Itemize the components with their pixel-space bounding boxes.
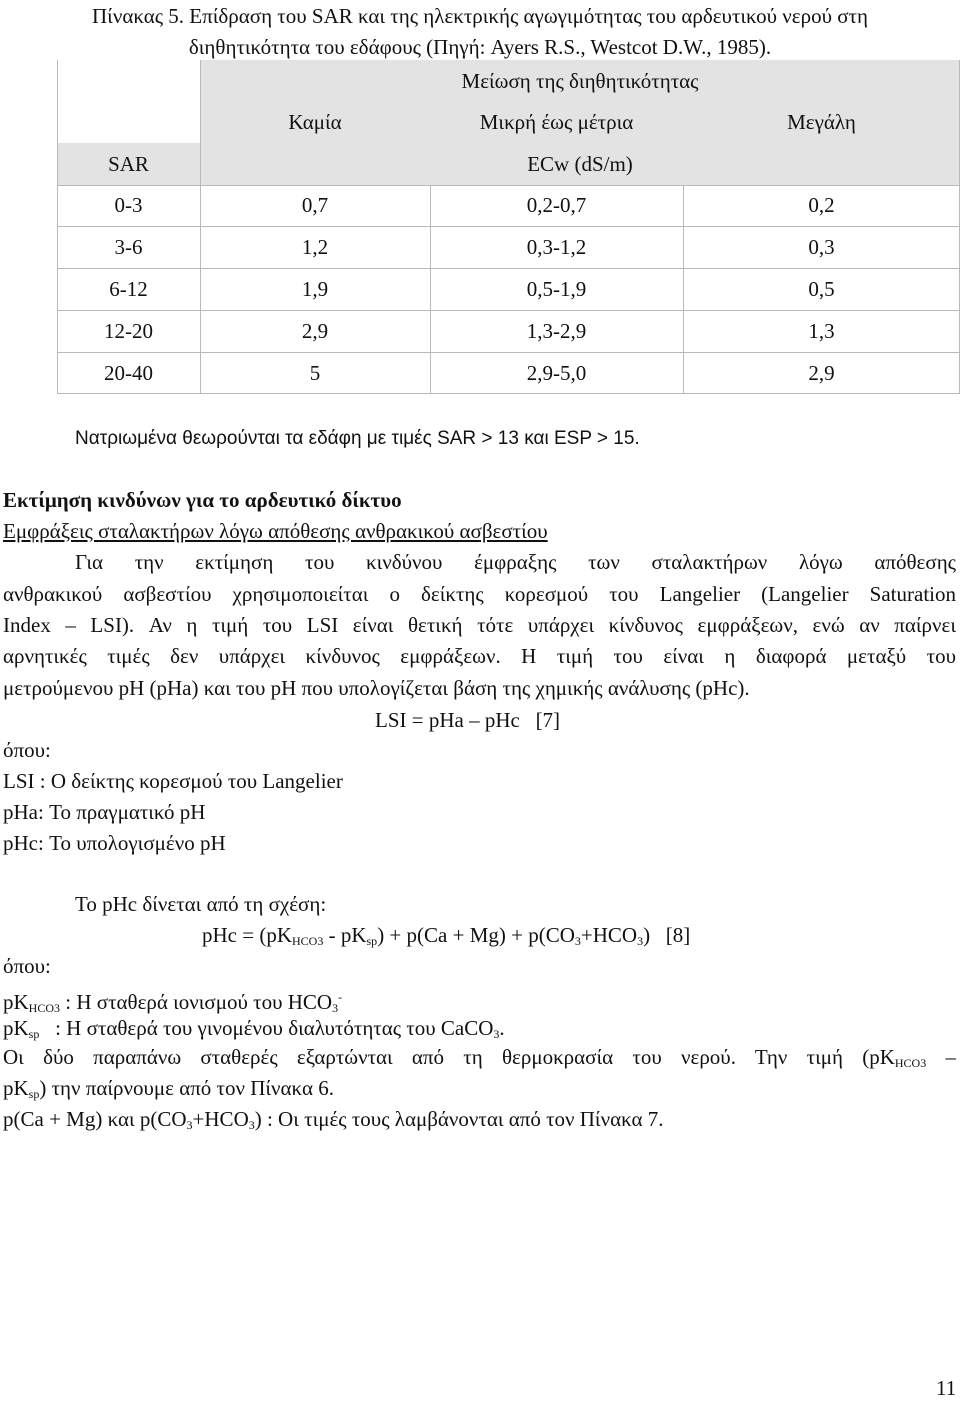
where-label: όπου: [3, 738, 51, 762]
table-rule [683, 185, 684, 394]
table-cell-moderate: 0,3-1,2 [526, 234, 587, 259]
table-caption-line-1: Πίνακας 5. Επίδραση του SAR και της ηλεκτρικής αγωγιμότητας του αρδευτικού νερού στη [92, 4, 868, 28]
table-caption-line-2: διηθητικότητα του εδάφους (Πηγή: Ayers R.S., Westcot D.W., 1985). [188, 35, 772, 59]
table-cell-none: 5 [309, 360, 321, 385]
table-rule [57, 393, 960, 394]
equation-7: LSI = pHa – pHc [7] [375, 708, 561, 732]
table-rule [57, 268, 960, 269]
table-note: Νατριωμένα θεωρούνται τα εδάφη με τιμές SAR > 13 και ESP > 15. [75, 428, 640, 449]
table-rule [57, 352, 960, 353]
table-rule [57, 226, 960, 227]
table-cell-sar: 12-20 [104, 318, 153, 343]
paragraph-line: ανθρακικού ασβεστίου χρησιμοποιείται ο δείκτης κορεσμού του Langelier (Langelier Saturation [3, 582, 956, 606]
subsection-title: Εμφράξεις σταλακτήρων λόγω απόθεσης ανθρακικού ασβεστίου [3, 519, 548, 543]
paragraph-line: p(Ca + Mg) και $p(CO_3+HCO_3)$ : Οι τιμές τους λαμβάνονται από τον Πίνακα 7. [3, 1107, 664, 1132]
paragraph-line: Οι δύο παραπάνω σταθερές εξαρτώνται από τη θερμοκρασία του νερού. Την τιμή ($pK_{HCO3}$ – [3, 1045, 956, 1070]
table-cell-severe: 0,3 [808, 234, 835, 259]
equation-8: pHc = $(pK_{HCO3} - pK_{sp}) + p(Ca + Mg) + p(CO_3+HCO_3)$ [8] [202, 923, 691, 948]
table-cell-sar: 6-12 [109, 276, 148, 301]
col-header-moderate: Μικρή έως μέτρια [430, 102, 683, 143]
table-cell-none: 0,7 [301, 193, 329, 217]
table-cell-severe: 1,3 [808, 318, 835, 343]
table-cell-moderate: 0,2-0,7 [526, 193, 587, 217]
group-header: Μείωση της διηθητικότητας [200, 60, 960, 102]
page-number: 11 [936, 1376, 957, 1400]
definition-phc: pHc: Το υπολογισμένο pH [3, 831, 226, 855]
table-cell-moderate: 1,3-2,9 [526, 318, 587, 343]
paragraph-line: αρνητικές τιμές δεν υπάρχει κίνδυνος εμφράξεων. Η τιμή του είναι η διαφορά μεταξύ του [3, 644, 956, 668]
table-cell-sar: 0-3 [114, 193, 143, 217]
definition-pha: pHa: Το πραγματικό pH [3, 800, 206, 824]
table-cell-severe: 0,5 [808, 276, 835, 301]
table-rule [430, 185, 431, 394]
table-rule [57, 185, 960, 186]
section-title: Εκτίμηση κινδύνων για το αρδευτικό δίκτυο [3, 488, 402, 512]
table-cell-sar: 20-40 [104, 360, 153, 385]
table-cell-severe: 0,2 [808, 193, 835, 217]
paragraph-line: Για την εκτίμηση του κινδύνου έμφραξης των σταλακτήρων λόγω απόθεσης [75, 550, 956, 574]
sar-header: SAR [57, 143, 200, 185]
table-cell-severe: 2,9 [808, 360, 835, 385]
paragraph-line: μετρούμενου pH (pHa) και του pH που υπολογίζεται βάση της χημικής ανάλυσης (pHc). [3, 676, 750, 700]
table-rule [57, 60, 58, 394]
table-cell-none: 1,9 [301, 276, 329, 301]
paragraph-line: Index – LSI). Αν η τιμή του LSI είναι θετική τότε υπάρχει κίνδυνος εμφράξεων, ενώ αν παίρνει [3, 613, 956, 637]
col-header-severe: Μεγάλη [683, 102, 960, 143]
definition-lsi: LSI : Ο δείκτης κορεσμού του Langelier [3, 769, 343, 793]
where-label: όπου: [3, 954, 51, 978]
col-header-none: Καμία [200, 102, 430, 143]
table-rule [200, 60, 201, 394]
sar-infiltration-table [57, 60, 960, 394]
table-cell-moderate: 2,9-5,0 [526, 360, 587, 385]
phc-intro: Το pHc δίνεται από τη σχέση: [75, 892, 327, 916]
ecw-unit-header: ECw (dS/m) [200, 143, 960, 185]
table-cell-moderate: 0,5-1,9 [526, 276, 587, 301]
table-rule [57, 310, 960, 311]
table-cell-none: 1,2 [301, 234, 329, 259]
definition-pk-hco3: $pK_{HCO3}$ : Η σταθερά ιονισμού του $HCO_3^-$ [3, 990, 343, 1015]
table-cell-none: 2,9 [301, 318, 329, 343]
table-cell-sar: 3-6 [114, 234, 143, 259]
paragraph-line: $pK_{sp}$) την παίρνουμε από τον Πίνακα 6. [3, 1076, 334, 1101]
definition-pk-sp: $pK_{sp}$ : Η σταθερά του γινομένου διαλυτότητας του CaCO$_3$. [3, 1016, 505, 1041]
